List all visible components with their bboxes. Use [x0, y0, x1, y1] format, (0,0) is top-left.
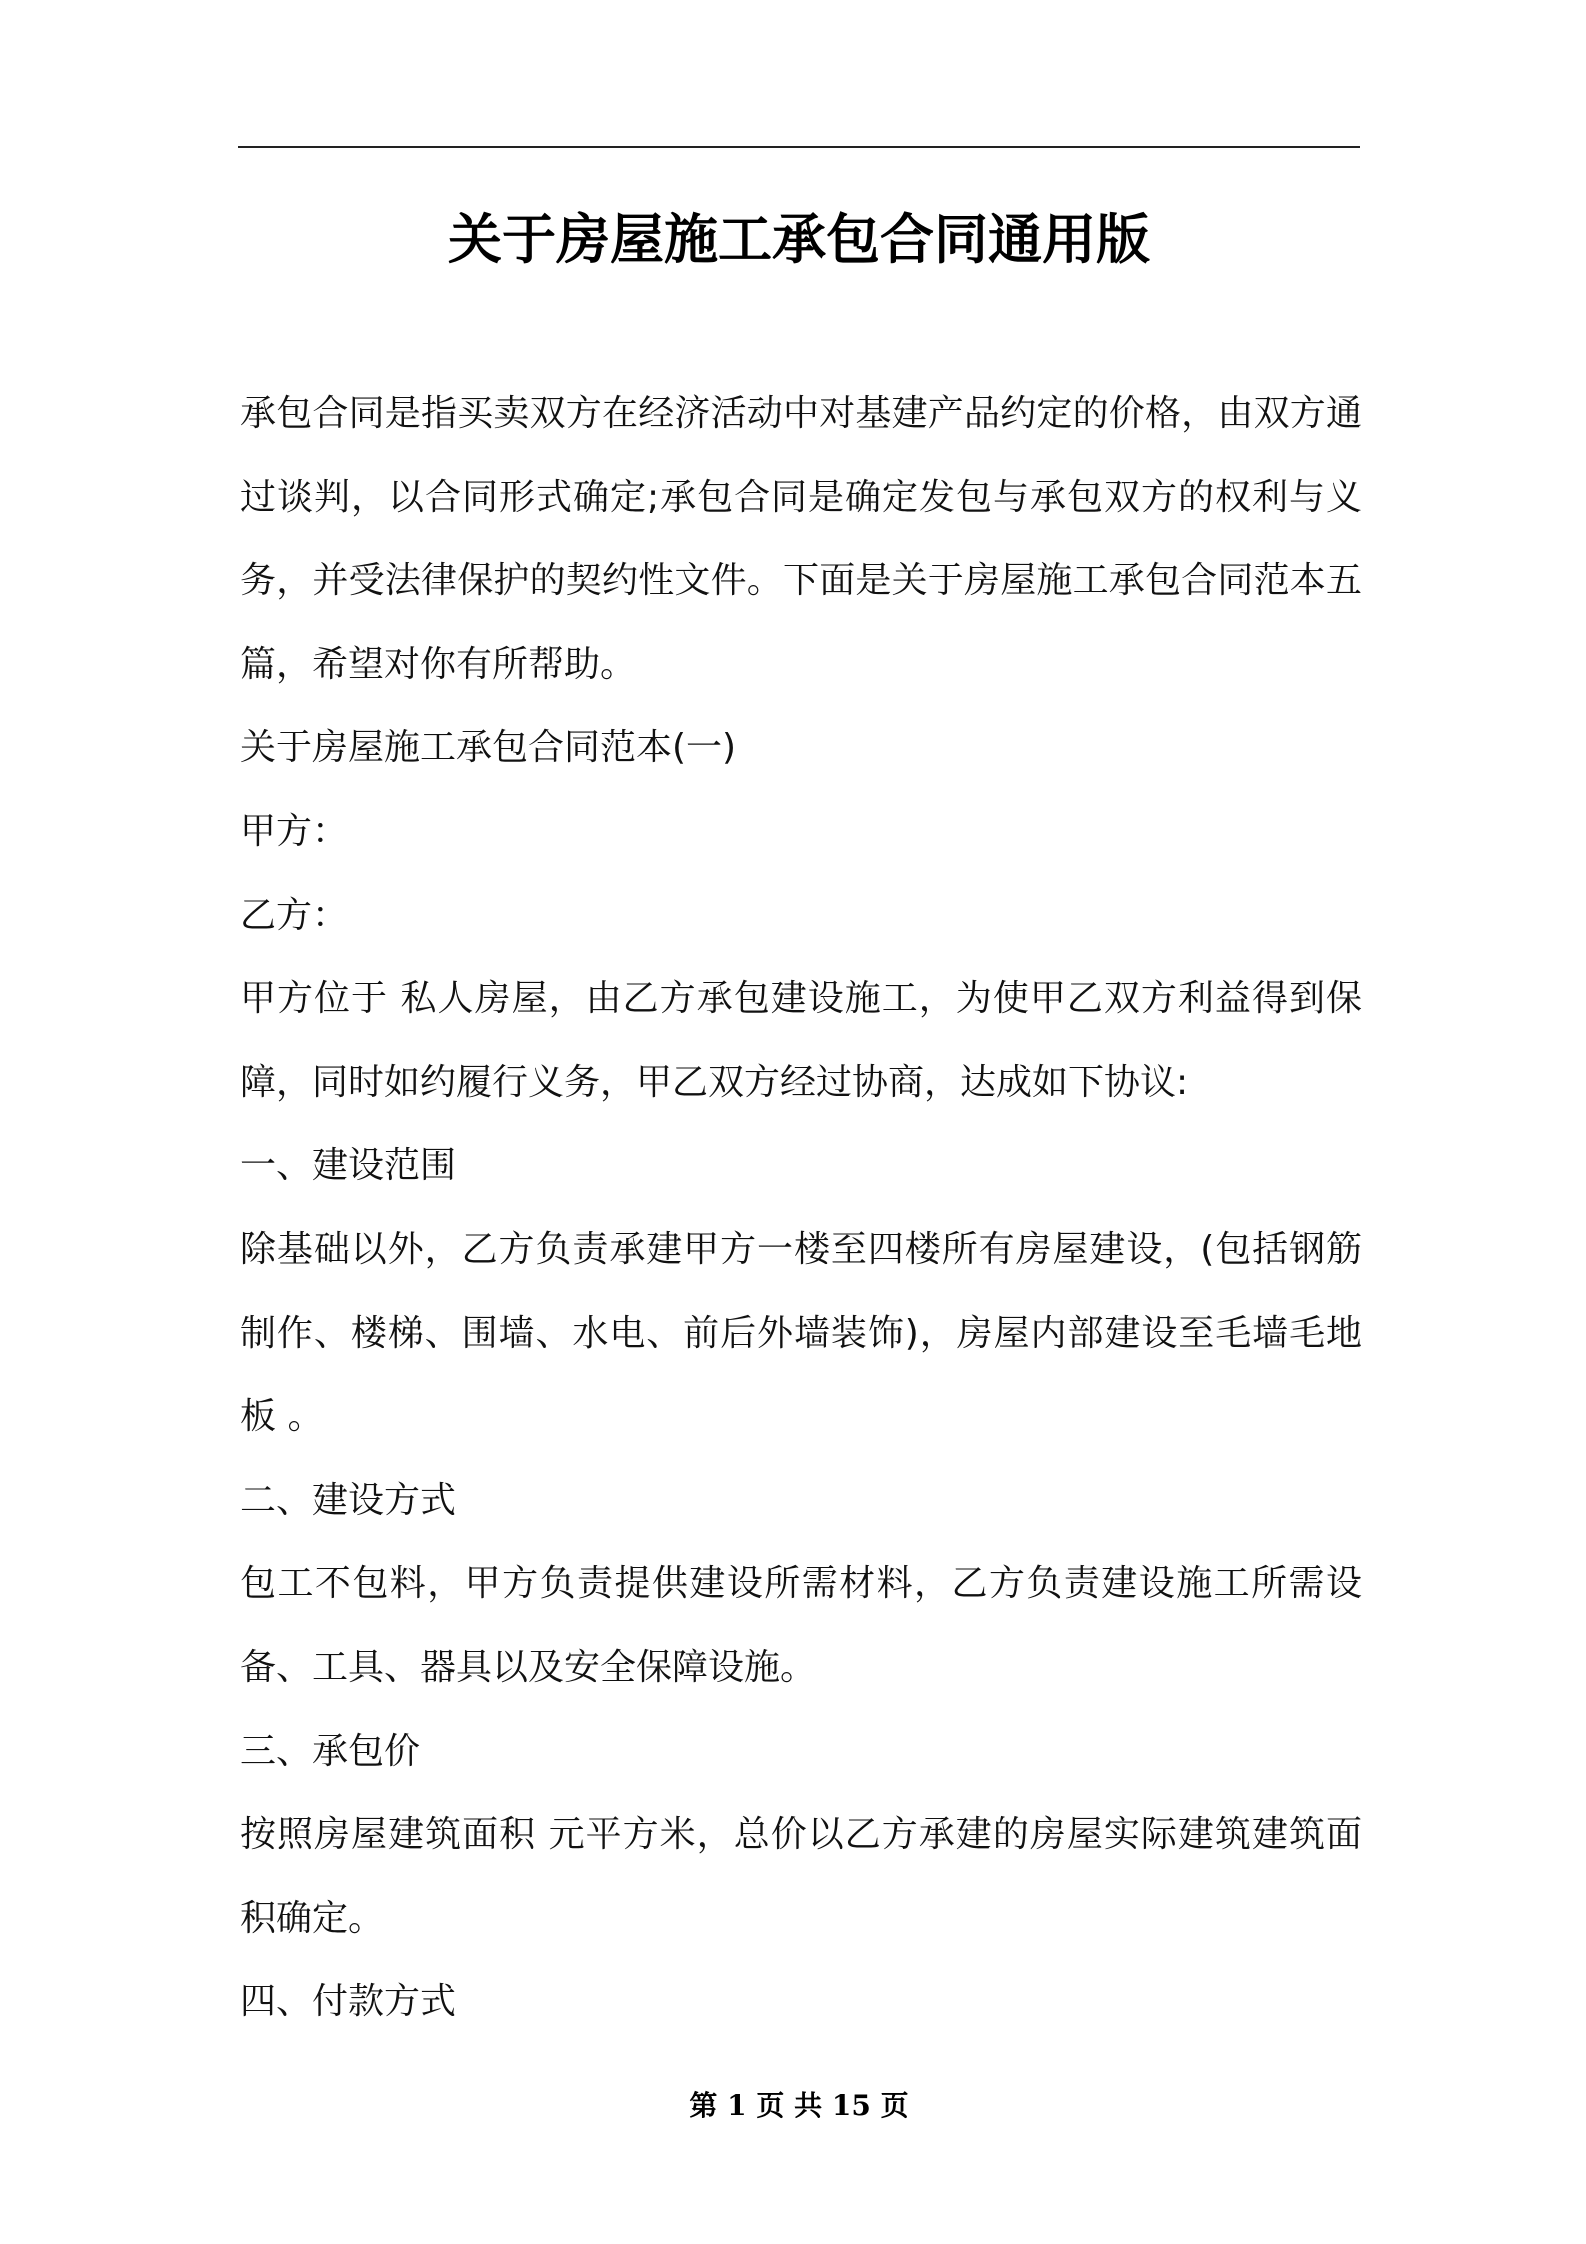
section-body-method: 包工不包料，甲方负责提供建设所需材料，乙方负责建设施工所需设备、工具、器具以及安全保障设施。: [240, 1563, 1362, 1688]
total-page-count: 15: [831, 2089, 871, 2122]
page-footer: [238, 2086, 1360, 2126]
document-body: [240, 372, 1362, 2044]
footer-middle: 页 共: [756, 2089, 823, 2122]
section-heading-payment: 四、付款方式: [240, 1981, 457, 2023]
footer-suffix: 页: [880, 2089, 909, 2122]
section-heading-method: 二、建设方式: [240, 1479, 457, 1521]
section-body-scope: 除基础以外，乙方负责承建甲方一楼至四楼所有房屋建设，(包括钢筋制作、楼梯、围墙、水电、前后外墙装饰)，房屋内部建设至毛墙毛地板 。: [240, 1228, 1362, 1438]
header-rule: [238, 146, 1360, 148]
current-page-number: 1: [727, 2089, 747, 2122]
party-a-line: 甲方：: [240, 810, 349, 852]
section-body-price: 按照房屋建筑面积 元平方米，总价以乙方承建的房屋实际建筑建筑面积确定。: [240, 1814, 1362, 1939]
section-heading-scope: 一、建设范围: [240, 1145, 457, 1187]
party-b-line: 乙方：: [240, 894, 349, 936]
section-heading-price: 三、承包价: [240, 1730, 421, 1772]
document-title: 关于房屋施工承包合同通用版: [448, 208, 1150, 271]
sample-heading: 关于房屋施工承包合同范本(一): [240, 727, 737, 769]
intro-paragraph: 承包合同是指买卖双方在经济活动中对基建产品约定的价格，由双方通过谈判，以合同形式确定;承包合同是确定发包与承包双方的权利与义务，并受法律保护的契约性文件。下面是关于房屋施工承包合同范本五篇，希望对你有所帮助。: [240, 393, 1362, 685]
footer-prefix: 第: [689, 2089, 718, 2122]
agreement-preamble: 甲方位于 私人房屋，由乙方承包建设施工，为使甲乙双方利益得到保障，同时如约履行义务，甲乙双方经过协商，达成如下协议:: [240, 978, 1362, 1103]
